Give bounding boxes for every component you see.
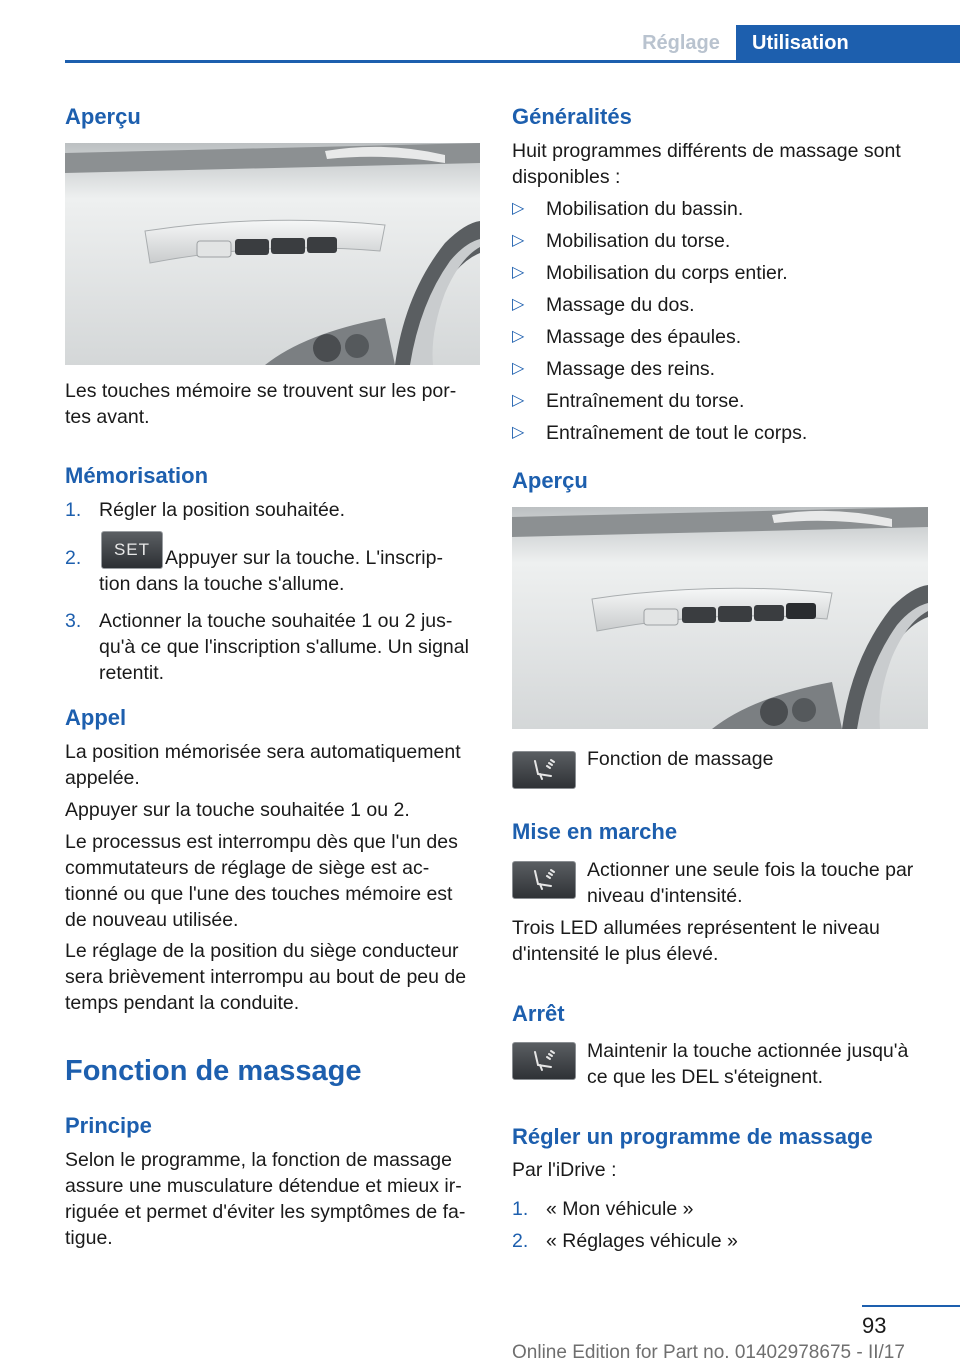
- footer-divider: [862, 1305, 960, 1307]
- generalites-paragraph: Huit programmes différents de massage sont: [512, 140, 901, 162]
- header-tab-reglage[interactable]: Réglage: [642, 32, 720, 54]
- arret-paragraph: Maintenir la touche actionnée jusqu'à: [587, 1040, 909, 1062]
- footer-edition: Online Edition for Part no. 01402978675 - II/17: [512, 1342, 905, 1363]
- page-number: 93: [862, 1313, 887, 1338]
- massage-seat-icon: [512, 1042, 576, 1080]
- bullet-triangle-icon: ▷: [512, 392, 525, 409]
- massage-icon-caption: Fonction de massage: [587, 748, 774, 770]
- appel-paragraph: Le processus est interrompu dès que l'un des: [65, 831, 458, 853]
- bullet-triangle-icon: ▷: [512, 296, 525, 313]
- appel-paragraph: Appuyer sur la touche souhaitée 1 ou 2.: [65, 799, 410, 821]
- photo-caption-line1: Les touches mémoire se trouvent sur les por-: [65, 380, 457, 402]
- arret-heading: Arrêt: [512, 1001, 565, 1026]
- generalites-paragraph: disponibles :: [512, 166, 621, 188]
- memorisation-heading: Mémorisation: [65, 463, 209, 488]
- set-button-icon: SET: [101, 531, 163, 569]
- header-divider: [65, 60, 960, 63]
- bullet-triangle-icon: ▷: [512, 232, 525, 249]
- appel-paragraph: temps pendant la conduite.: [65, 992, 300, 1014]
- principe-paragraph: Selon le programme, la fonction de massage: [65, 1149, 452, 1171]
- bullet-triangle-icon: ▷: [512, 200, 525, 217]
- step-text: « Réglages véhicule »: [546, 1230, 738, 1252]
- step-text: tion dans la touche s'allume.: [99, 573, 345, 595]
- massage-seat-icon: [512, 751, 576, 789]
- bullet-triangle-icon: ▷: [512, 264, 525, 281]
- door-massage-photo: [512, 507, 928, 729]
- step-text: Régler la position souhaitée.: [99, 499, 346, 521]
- regler-paragraph: Par l'iDrive :: [512, 1159, 617, 1181]
- door-memory-photo: [65, 143, 480, 365]
- appel-paragraph: sera brièvement interrompu au bout de peu de: [65, 966, 467, 988]
- appel-paragraph: de nouveau utilisée.: [65, 909, 239, 931]
- mise-en-marche-heading: Mise en marche: [512, 819, 678, 844]
- bullet-triangle-icon: ▷: [512, 360, 525, 377]
- bullet-triangle-icon: ▷: [512, 328, 525, 345]
- header-tab-utilisation[interactable]: Utilisation: [736, 25, 960, 61]
- step-number: 1.: [512, 1198, 529, 1220]
- photo-caption-line2: tes avant.: [65, 406, 150, 428]
- principe-paragraph: assure une musculature détendue et mieux ir-: [65, 1175, 462, 1197]
- step-text: « Mon véhicule »: [546, 1198, 694, 1220]
- appel-paragraph: La position mémorisée sera automatiquement: [65, 741, 461, 763]
- appel-paragraph: Le réglage de la position du siège conducteur: [65, 940, 459, 962]
- step-number: 2.: [65, 547, 82, 569]
- bullet-triangle-icon: ▷: [512, 424, 525, 441]
- regler-heading: Régler un programme de massage: [512, 1124, 873, 1149]
- appel-paragraph: tionné ou que l'une des touches mémoire est: [65, 883, 453, 905]
- massage-seat-icon: [512, 861, 576, 899]
- apercu-heading: Aperçu: [65, 104, 141, 129]
- step-text: qu'à ce que l'inscription s'allume. Un signal: [99, 636, 469, 658]
- appel-paragraph: appelée.: [65, 767, 140, 789]
- mise-paragraph: d'intensité le plus élevé.: [512, 943, 719, 965]
- step-text: Actionner la touche souhaitée 1 ou 2 jus-: [99, 610, 453, 632]
- principe-heading: Principe: [65, 1113, 152, 1138]
- step-number: 2.: [512, 1230, 529, 1252]
- mise-paragraph: Trois LED allumées représentent le niveau: [512, 917, 880, 939]
- generalites-heading: Généralités: [512, 104, 632, 129]
- step-text: retentit.: [99, 662, 165, 684]
- apercu-heading-right: Aperçu: [512, 468, 588, 493]
- appel-heading: Appel: [65, 705, 127, 730]
- step-text: Appuyer sur la touche. L'inscrip-: [165, 547, 443, 569]
- step-number: 1.: [65, 499, 82, 521]
- arret-paragraph: ce que les DEL s'éteignent.: [587, 1066, 824, 1088]
- principe-paragraph: tigue.: [65, 1227, 113, 1249]
- principe-paragraph: riguée et permet d'éviter les symptômes de fa-: [65, 1201, 466, 1223]
- massage-section-title: Fonction de massage: [65, 1055, 362, 1087]
- mise-paragraph: niveau d'intensité.: [587, 885, 743, 907]
- appel-paragraph: commutateurs de réglage de siège est ac-: [65, 857, 430, 879]
- mise-paragraph: Actionner une seule fois la touche par: [587, 859, 914, 881]
- step-number: 3.: [65, 610, 82, 632]
